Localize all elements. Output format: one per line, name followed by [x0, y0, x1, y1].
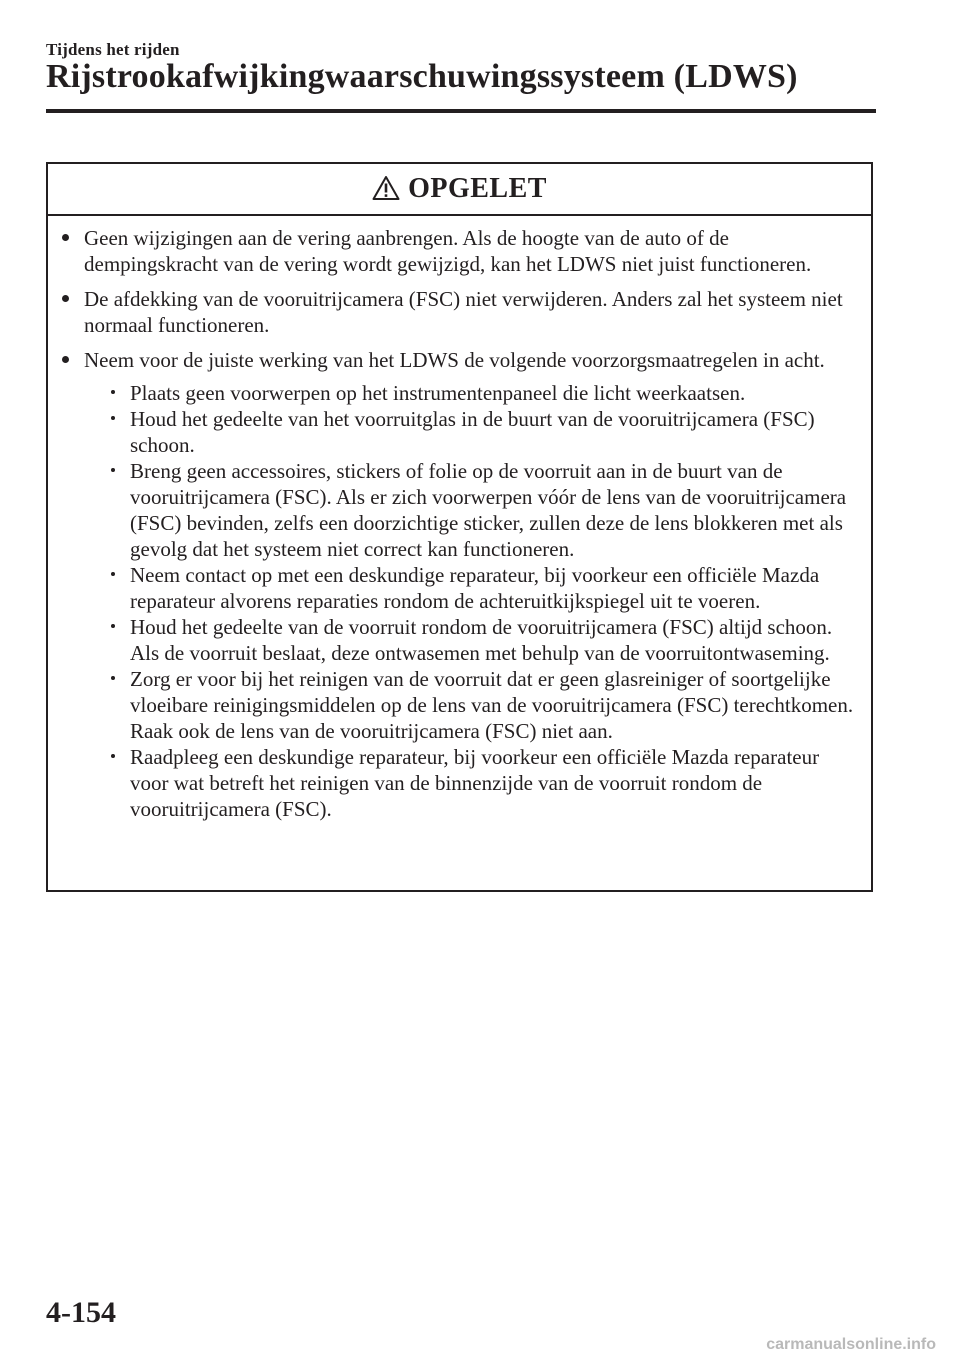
small-bullet-icon — [111, 468, 115, 472]
list-item-text: Neem voor de juiste werking van het LDWS de volgende voorzorgsmaatregelen in acht. — [84, 348, 825, 372]
section-label: Tijdens het rijden — [46, 40, 180, 59]
page-title: Rijstrookafwijkingwaarschuwingssysteem (LDWS) — [46, 58, 798, 95]
list-item-text: Geen wijzigingen aan de vering aanbrengen. Als de hoogte van de auto of de dempingskracht van de vering wordt gewijzigd, kan het LDWS niet juist functioneren. — [84, 226, 812, 276]
bullet-icon — [62, 356, 69, 363]
sub-list-item — [106, 744, 857, 822]
sub-list-item-text: Houd het gedeelte van de voorruit rondom de vooruitrijcamera (FSC) altijd schoon. Als de voorruit beslaat, deze ontwasemen met behulp van de voorruitontwaseming. — [130, 615, 833, 665]
small-bullet-icon — [111, 624, 115, 628]
sub-list-item — [106, 380, 857, 406]
heading-divider — [46, 109, 876, 113]
list-item — [62, 347, 857, 822]
sub-list-item-text: Zorg er voor bij het reinigen van de voorruit dat er geen glasreiniger of soortgelijke vloeibare reinigingsmiddelen op de lens van de vooruitrijcamera (FSC) terechtkomen. Raak ook de lens van de vooruitrijcamera (FSC) niet aan. — [130, 667, 854, 743]
list-item-text: De afdekking van de vooruitrijcamera (FSC) niet verwijderen. Anders zal het systeem niet normaal functioneren. — [84, 287, 843, 337]
small-bullet-icon — [111, 416, 115, 420]
small-bullet-icon — [111, 676, 115, 680]
sub-list-item — [106, 458, 857, 562]
bullet-icon — [62, 295, 69, 302]
small-bullet-icon — [111, 390, 115, 394]
sub-list — [84, 380, 857, 822]
page-number: 4-154 — [46, 1296, 116, 1329]
small-bullet-icon — [111, 754, 115, 758]
caution-title: OPGELET — [408, 173, 547, 204]
sub-list-item-text: Houd het gedeelte van het voorruitglas in de buurt van de vooruitrijcamera (FSC) schoon. — [130, 407, 815, 457]
caution-header — [48, 164, 871, 216]
list-item — [62, 286, 857, 338]
sub-list-item-text: Raadpleeg een deskundige reparateur, bij voorkeur een officiële Mazda reparateur voor wat betreft het reinigen van de binnenzijde van de voorruit rondom de vooruitrijcamera (FSC). — [130, 745, 820, 821]
caution-box — [46, 162, 873, 892]
sub-list-item-text: Neem contact op met een deskundige reparateur, bij voorkeur een officiële Mazda reparateur alvorens reparaties rondom de achteruitkijkspiegel uit te voeren. — [130, 563, 820, 613]
sub-list-item-text: Breng geen accessoires, stickers of folie op de voorruit aan in de buurt van de vooruitrijcamera (FSC). Als er zich voorwerpen vóór de lens van de vooruitrijcamera (FSC) bevinden, zelfs een doorzichtige sticker, zullen deze de lens blokkeren met als gevolg dat het systeem niet correct kan functioneren. — [130, 459, 847, 561]
small-bullet-icon — [111, 572, 115, 576]
sub-list-item — [106, 666, 857, 744]
warning-triangle-icon — [372, 175, 400, 201]
sub-list-item — [106, 406, 857, 458]
sub-list-item — [106, 562, 857, 614]
list-item — [62, 225, 857, 277]
sub-list-item — [106, 614, 857, 666]
bullet-icon — [62, 234, 69, 241]
watermark: carmanualsonline.info — [766, 1336, 936, 1353]
caution-body — [48, 216, 871, 822]
sub-list-item-text: Plaats geen voorwerpen op het instrumentenpaneel die licht weerkaatsen. — [130, 381, 746, 405]
